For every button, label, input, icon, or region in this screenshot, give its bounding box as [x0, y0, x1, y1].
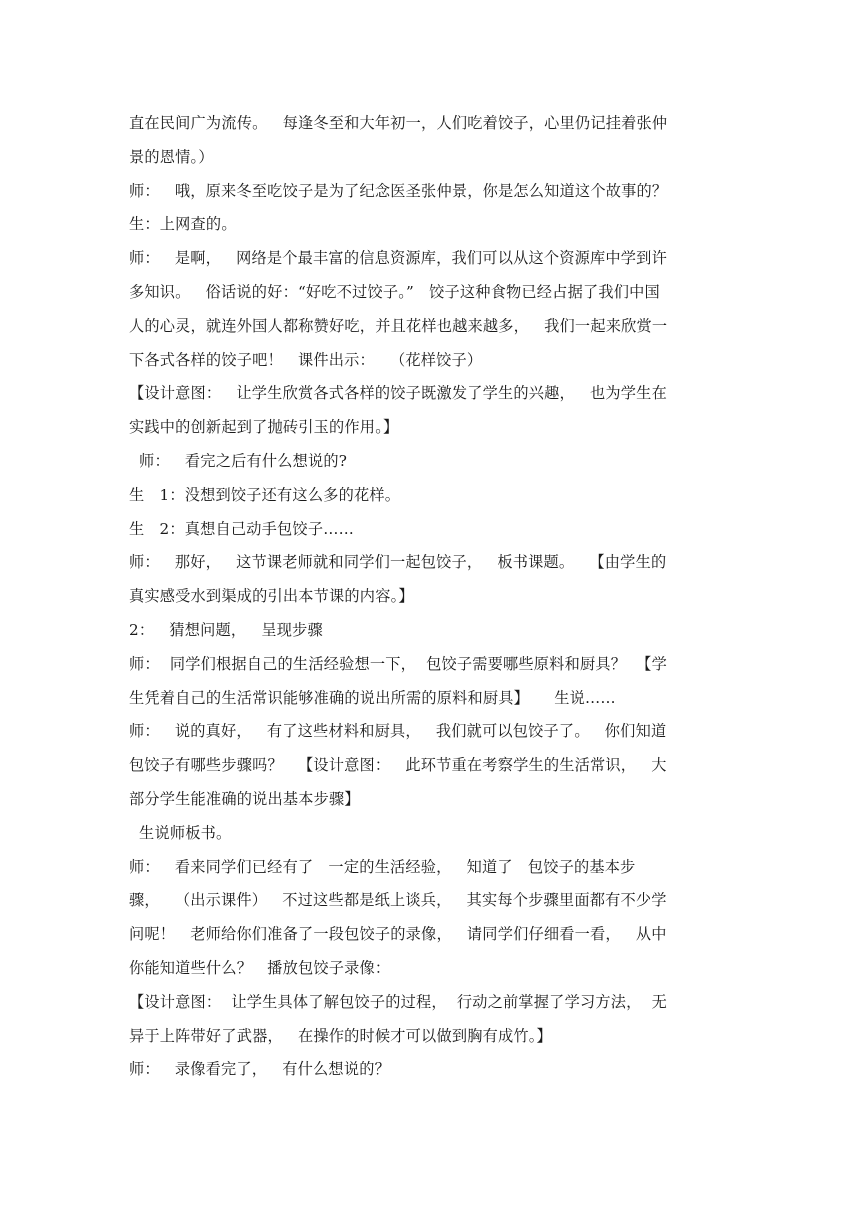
text-line: 真实感受水到渠成的引出本节课的内容。】	[129, 587, 414, 606]
text-line: 师： 哦，原来冬至吃饺子是为了纪念医圣张仲景，你是怎么知道这个故事的？	[129, 181, 668, 200]
document-body	[129, 107, 733, 1087]
text-line: 景的恩情。）	[129, 147, 214, 166]
text-line: 2： 猜想问题， 呈现步骤	[129, 620, 323, 639]
text-line: 师： 是啊， 网络是个最丰富的信息资源库，我们可以从这个资源库中学到许	[129, 249, 667, 268]
text-line: 生说师板书。	[129, 823, 232, 842]
text-line: 下各式各样的饺子吧！ 课件出示： （花样饺子）	[129, 350, 483, 369]
text-line: 问呢！ 老师给你们准备了一段包饺子的录像， 请同学们仔细看一看， 从中	[129, 925, 667, 944]
text-line: 人的心灵，就连外国人都称赞好吃，并且花样也越来越多， 我们一起来欣赏一	[129, 316, 668, 335]
text-line: 【设计意图： 让学生具体了解包饺子的过程， 行动之前掌握了学习方法， 无	[129, 992, 667, 1011]
text-line: 部分学生能准确的说出基本步骤】	[129, 789, 360, 808]
text-line: 你能知道些什么？ 播放包饺子录像：	[129, 958, 391, 977]
text-line: 师： 看完之后有什么想说的?	[129, 451, 348, 470]
text-line: 生 2：真想自己动手包饺子……	[129, 519, 354, 538]
text-line: 师： 同学们根据自己的生活经验想一下， 包饺子需要哪些原料和厨具？ 【学	[129, 654, 667, 673]
text-line: 多知识。 俗话说的好：“好吃不过饺子。” 饺子这种食物已经占据了我们中国	[129, 282, 660, 301]
text-line: 生：上网查的。	[129, 215, 237, 234]
text-line: 直在民间广为流传。 每逢冬至和大年初一，人们吃着饺子，心里仍记挂着张仲	[129, 114, 668, 132]
text-line: 生 1：没想到饺子还有这么多的花样。	[129, 485, 401, 504]
text-line: 异于上阵带好了武器， 在操作的时候才可以做到胸有成竹。】	[129, 1026, 552, 1045]
text-line: 师： 录像看完了， 有什么想说的？	[129, 1060, 390, 1079]
text-line: 师： 说的真好， 有了这些材料和厨具， 我们就可以包饺子了。 你们知道	[129, 722, 667, 741]
text-line: 包饺子有哪些步骤吗？ 【设计意图： 此环节重在考察学生的生活常识， 大	[129, 756, 667, 775]
text-line: 师： 看来同学们已经有了 一定的生活经验， 知道了 包饺子的基本步	[129, 857, 636, 876]
text-line: 骤， （出示课件） 不过这些都是纸上谈兵， 其实每个步骤里面都有不少学	[129, 891, 667, 910]
text-line: 生凭着自己的生活常识能够准确的说出所需的原料和厨具】 生说……	[129, 688, 616, 707]
text-line: 【设计意图： 让学生欣赏各式各样的饺子既激发了学生的兴趣， 也为学生在	[129, 384, 667, 403]
text-line: 实践中的创新起到了抛砖引玉的作用。】	[129, 418, 399, 437]
text-line: 师： 那好， 这节课老师就和同学们一起包饺子， 板书课题。 【由学生的	[129, 553, 667, 572]
